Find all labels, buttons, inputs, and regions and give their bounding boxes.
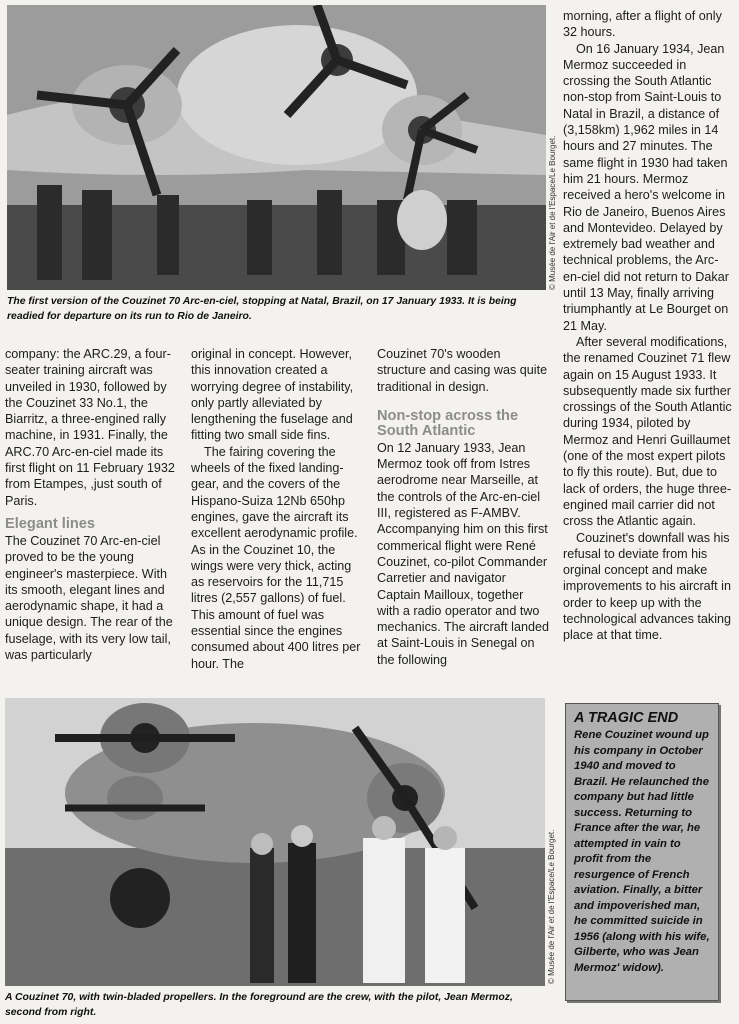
col4-paragraph-2: On 16 January 1934, Jean Mermoz succeeded in crossing the South Atlantic non-stop from Saint-Louis to Natal in Brazil, a distance of (3,158km) 1,962 miles in 14 hours and 27 minutes. The same flight in 1930 had taken him 21 hours. Mermoz received a hero's welcome in Rio de Janeiro, Buenos Aires and Montevideo. Delayed by extremely bad weather and technical problems, the Arc-en-ciel did not return to Dakar until 13 May, finally arriving triumphantly at Le Bourget on 21 May. xyxy=(563,41,729,333)
article-column-1 xyxy=(5,346,180,663)
bottom-photo-credit: © Musée de l'Air et de l'Espace/Le Bourget. xyxy=(547,829,556,984)
bottom-crew-photo xyxy=(5,698,545,986)
tragic-end-sidebar xyxy=(565,703,719,1001)
col2-paragraph-1: original in concept. However, this innovation created a worrying degree of instability, only partly alleviated by lengthening the fuselage and fitting two small side fins. xyxy=(191,347,354,443)
top-photo-credit: © Musée de l'Air et de l'Espace/Le Bourget. xyxy=(548,135,557,290)
article-column-3 xyxy=(377,346,549,668)
col1-paragraph-1: company: the ARC.29, a four-seater training aircraft was unveiled in 1930, followed by the Couzinet 33 No.1, the Biarritz, a three-engined rally machine, in 1931. Finally, the ARC.70 Arc-en-ciel made its first flight on 11 February 1932 from Etampes, ,just south of Paris. xyxy=(5,347,175,508)
col4-paragraph-3: After several modifications, the renamed Couzinet 71 flew again on 15 August 1933. It subsequently made six further crossings of the South Atlantic during 1934, piloted by Mermoz and Henri Guillaumet (one of the most expert pilots to fly this route). But, due to lack of orders, the huge three-engined mail carrier did not cross the Atlantic again. xyxy=(563,334,732,529)
article-column-2 xyxy=(191,346,368,672)
heading-non-stop-south-atlantic: Non-stop across the South Atlantic xyxy=(377,407,519,439)
sidebar-title: A TRAGIC END xyxy=(574,710,679,726)
article-column-4 xyxy=(563,8,736,644)
top-aircraft-photo xyxy=(7,5,546,290)
col1-paragraph-2: The Couzinet 70 Arc-en-ciel proved to be the young engineer's masterpiece. With its smooth, elegant lines and aerodynamic shape, it had a unique design. The rear of the fuselage, with its very low tail, was particularly xyxy=(5,533,173,663)
heading-elegant-lines: Elegant lines xyxy=(5,515,96,532)
col4-paragraph-4: Couzinet's downfall was his refusal to deviate from his orginal concept and make improvements to his aircraft in order to keep up with the technological advances taking place at that time. xyxy=(563,530,732,643)
aircraft-photo-illustration xyxy=(7,5,546,290)
col3-paragraph-1: Couzinet 70's wooden structure and casing was quite traditional in design. xyxy=(377,347,548,394)
col4-paragraph-1: morning, after a flight of only 32 hours. xyxy=(563,9,722,40)
bottom-photo-caption: A Couzinet 70, with twin-bladed propellers. In the foreground are the crew, with the pilot, Jean Mermoz, second from right. xyxy=(5,992,513,1018)
col2-paragraph-2: The fairing covering the wheels of the fixed landing-gear, and the covers of the Hispano-Suiza 12Nb 650hp engines, gave the aircraft its excellent aerodynamic profile. As in the Couzinet 10, the wings were very thick, acting as reservoirs for the 11,715 litres (2,557 gallons) of fuel. This amount of fuel was essential since the engines consumed about 400 litres per hour. The xyxy=(191,444,361,671)
crew-photo-illustration xyxy=(5,698,545,986)
sidebar-body: Rene Couzinet wound up his company in October 1940 and moved to Brazil. He relaunched the company but had little success. Returning to France after the war, he attempted in vain to profit from the resurgence of French aviation. Finally, a bitter and impoverished man, he committed suicide in 1956 (along with his wife, Gilberte, who was Jean Mermoz' widow). xyxy=(574,729,710,974)
col3-paragraph-2: On 12 January 1933, Jean Mermoz took off from Istres aerodrome near Marseille, at the controls of the Arc-en-ciel III, registered as F-AMBV. Accompanying him on this first commerical flight were René Couzinet, co-pilot Commander Carretier and navigator Captain Mailloux, together with a radio operator and two mechanics. The aircraft landed at Saint-Louis in Senegal on the following xyxy=(377,440,549,667)
top-photo-caption: The first version of the Couzinet 70 Arc-en-ciel, stopping at Natal, Brazil, on 17 January 1933. It is being readied for departure on its run to Rio de Janeiro. xyxy=(7,296,517,322)
